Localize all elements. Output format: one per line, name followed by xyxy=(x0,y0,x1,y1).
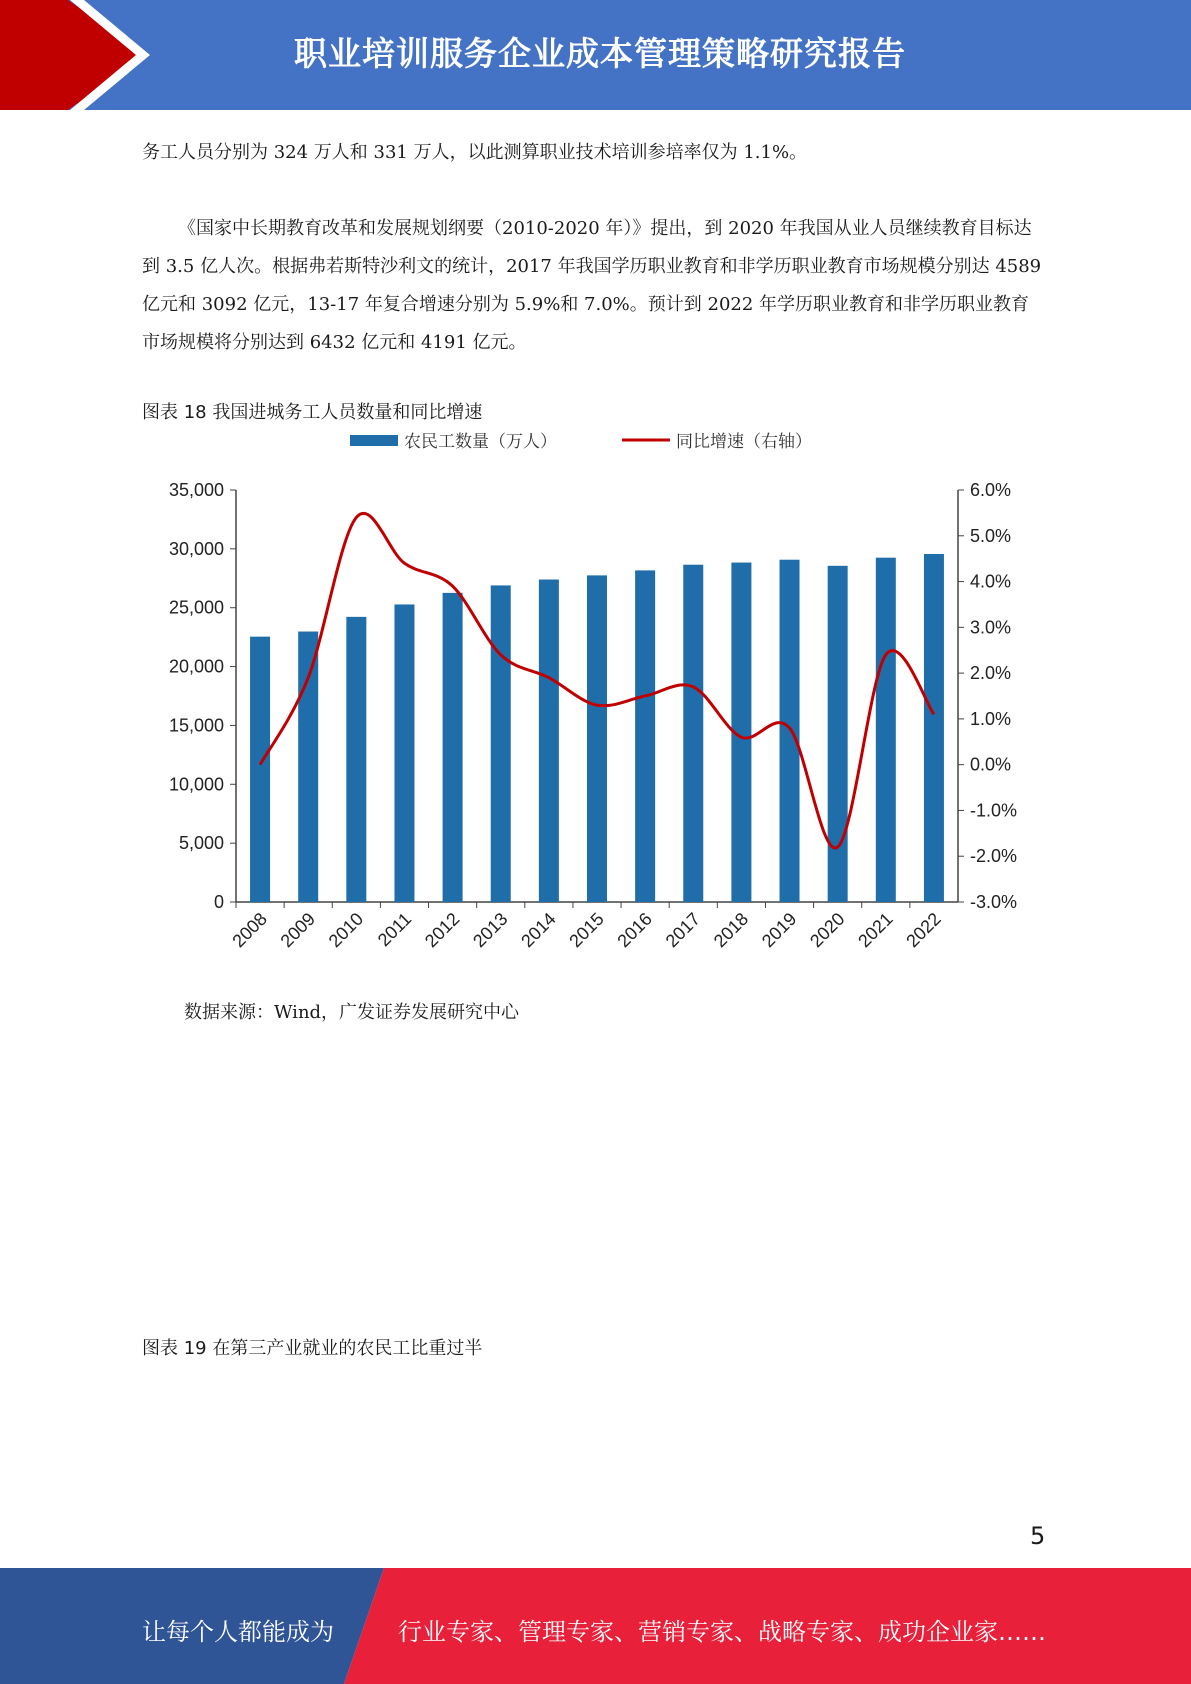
chart-bars xyxy=(250,554,944,902)
right-tick-label: 0.0% xyxy=(970,754,1012,775)
legend-label-line: 同比增速（右轴） xyxy=(676,432,812,452)
right-tick-label: 1.0% xyxy=(970,708,1012,729)
migrant-worker-chart xyxy=(140,420,1060,980)
bar-2014 xyxy=(539,580,559,902)
left-tick-label: 30,000 xyxy=(168,538,224,559)
x-tick-label-2011: 2011 xyxy=(373,908,416,951)
figure18-source: 数据来源：Wind，广发证券发展研究中心 xyxy=(184,1002,520,1023)
bar-2019 xyxy=(780,560,800,902)
x-tick-label-2008: 2008 xyxy=(228,908,271,952)
left-tick-label: 10,000 xyxy=(168,774,224,795)
paragraph-1: 务工人员分别为 324 万人和 331 万人，以此测算职业技术培训参培率仅为 1.1%。 xyxy=(142,142,808,163)
left-tick-label: 25,000 xyxy=(168,597,224,618)
left-tick-label: 5,000 xyxy=(178,833,224,854)
right-tick-label: 2.0% xyxy=(970,663,1012,684)
x-tick-label-2020: 2020 xyxy=(806,908,849,952)
bar-2008 xyxy=(250,637,270,902)
x-tick-label-2019: 2019 xyxy=(757,908,801,952)
x-tick-label-2012: 2012 xyxy=(420,908,464,952)
x-tick-label-2021: 2021 xyxy=(854,908,897,952)
bar-2020 xyxy=(828,566,848,902)
bar-2010 xyxy=(346,617,366,902)
right-tick-label: 5.0% xyxy=(970,525,1012,546)
footer-slogan-right: 行业专家、管理专家、营销专家、战略专家、成功企业家…… xyxy=(398,1618,1046,1646)
left-tick-label: 0 xyxy=(213,892,224,912)
page-footer xyxy=(0,1568,1191,1684)
left-tick-label: 35,000 xyxy=(168,480,224,500)
footer-slogan-left: 让每个人都能成为 xyxy=(142,1618,334,1646)
report-title: 职业培训服务企业成本管理策略研究报告 xyxy=(294,34,906,73)
legend-label-bars: 农民工数量（万人） xyxy=(404,432,557,452)
x-tick-label-2018: 2018 xyxy=(709,908,753,952)
right-tick-label: 4.0% xyxy=(970,571,1012,592)
page-number: 5 xyxy=(1030,1522,1046,1550)
x-tick-label-2014: 2014 xyxy=(517,908,560,952)
bar-2016 xyxy=(635,570,655,902)
x-tick-label-2010: 2010 xyxy=(324,908,368,952)
page-header xyxy=(0,0,1191,110)
right-tick-label: -2.0% xyxy=(970,846,1018,867)
bar-2017 xyxy=(683,565,703,902)
x-tick-label-2015: 2015 xyxy=(565,908,608,952)
bar-2011 xyxy=(394,604,414,902)
bar-2012 xyxy=(443,593,463,902)
chart-legend xyxy=(350,432,812,452)
x-tick-label-2016: 2016 xyxy=(613,908,656,952)
left-tick-label: 15,000 xyxy=(168,715,224,736)
figure18-caption: 图表 18 我国进城务工人员数量和同比增速 xyxy=(142,402,483,423)
bar-2021 xyxy=(876,558,896,902)
right-tick-label: 6.0% xyxy=(970,480,1012,500)
right-tick-label: -3.0% xyxy=(970,892,1018,912)
paragraph-2: 《国家中长期教育改革和发展规划纲要（2010-2020 年）》提出，到 2020 年我国从业人员继续教育目标达到 3.5 亿人次。根据弗若斯特沙利文的统计，2017 年我国学历职业教育和非学历职业教育市场规模分别达 4589 亿元和 3092 亿元，13-17 年复合增速分别为 5.9%和 7.0%。预计到 2022 年学历职业教育和非学历职业教育市场规模将分别达到 6432 亿元和 4191 亿元。 xyxy=(142,218,1042,353)
bar-2009 xyxy=(298,632,318,902)
x-tick-label-2022: 2022 xyxy=(902,908,945,952)
legend-bar-swatch xyxy=(350,435,398,446)
x-tick-label-2017: 2017 xyxy=(661,908,705,952)
x-tick-label-2009: 2009 xyxy=(276,908,320,952)
left-tick-label: 20,000 xyxy=(168,656,224,677)
bar-2013 xyxy=(491,585,511,902)
right-tick-label: -1.0% xyxy=(970,800,1018,821)
figure19-caption: 图表 19 在第三产业就业的农民工比重过半 xyxy=(142,1338,483,1359)
right-tick-label: 3.0% xyxy=(970,617,1012,638)
bar-2015 xyxy=(587,575,607,902)
x-tick-label-2013: 2013 xyxy=(469,908,512,952)
x-axis-labels xyxy=(228,902,944,951)
bar-2022 xyxy=(924,554,944,902)
